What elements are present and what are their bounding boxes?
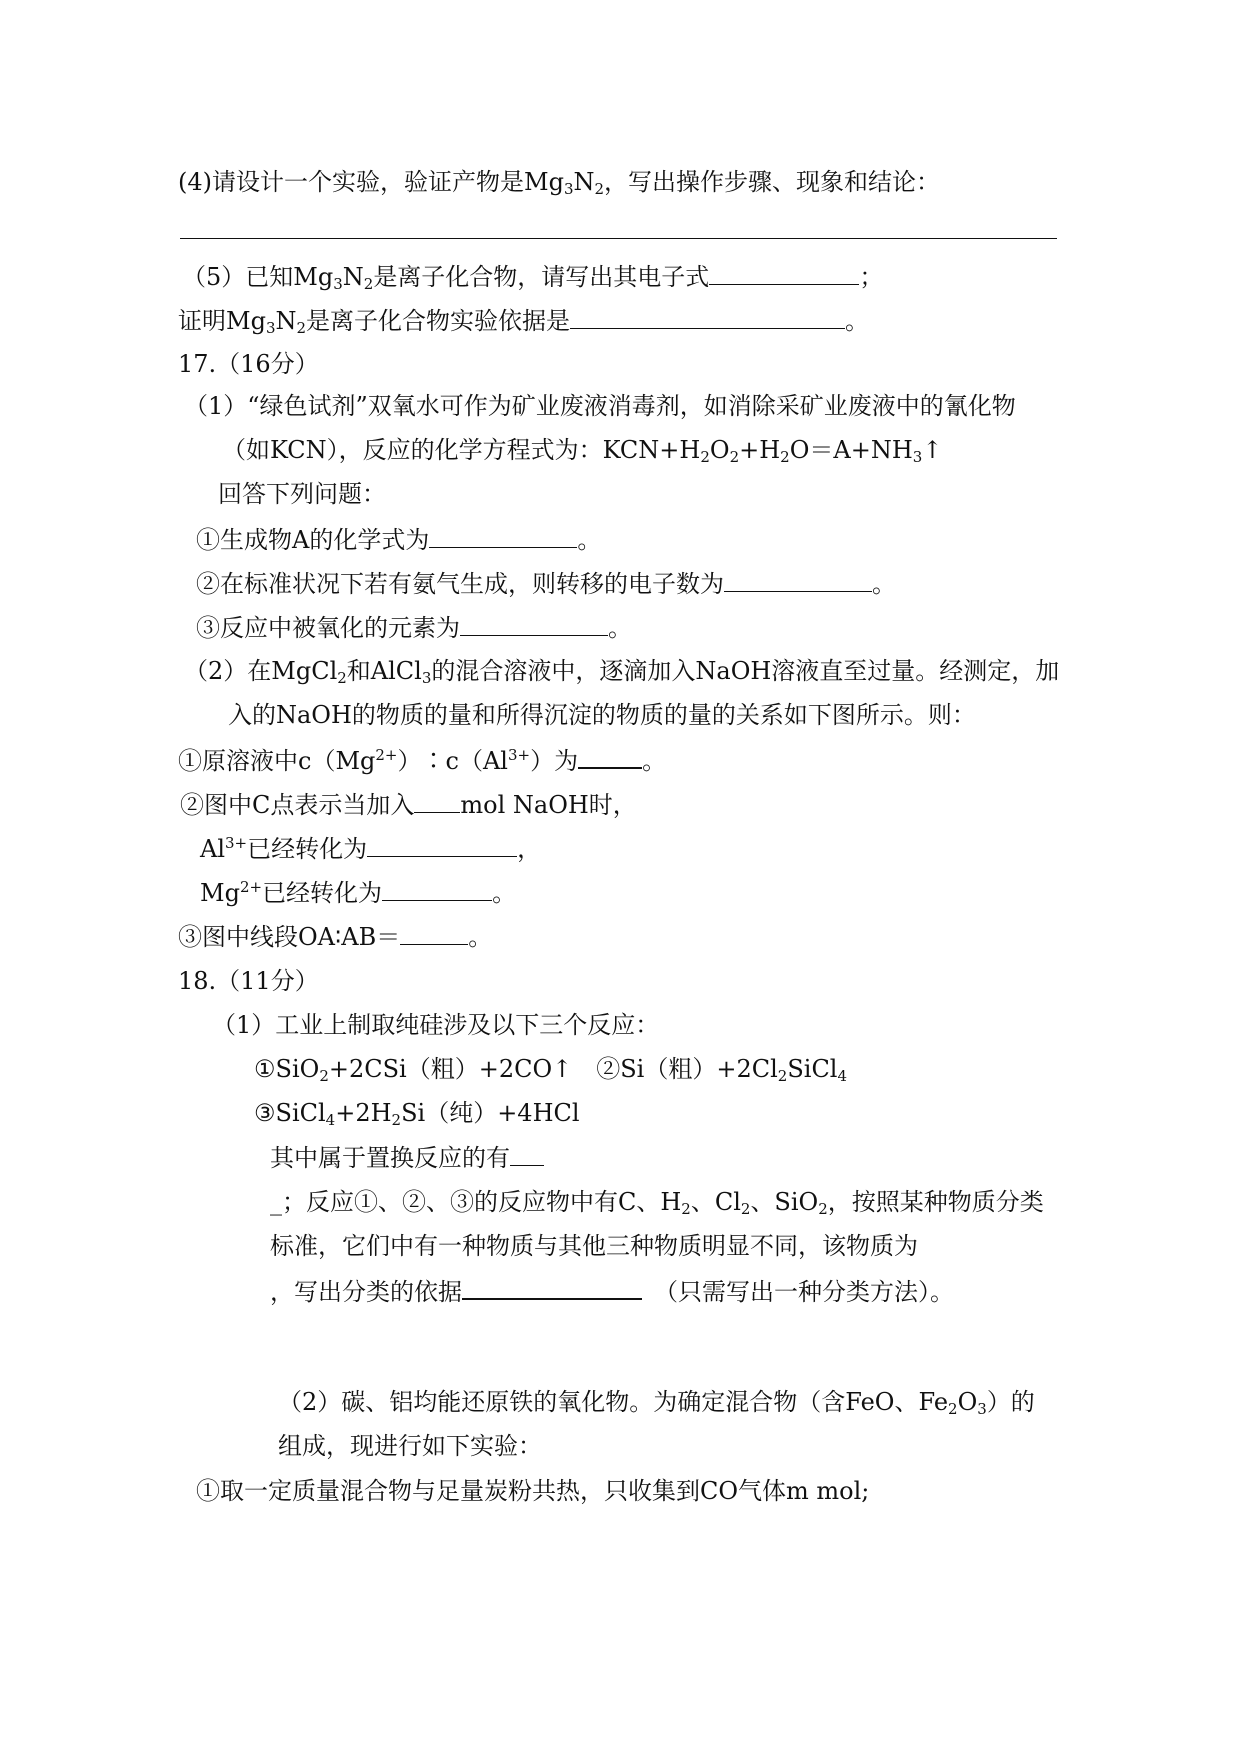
q17-header: 17.（16分） [178,350,319,378]
answer-blank[interactable] [414,788,460,813]
q18-header: 18.（11分） [178,967,319,995]
q18-p1-line6: 标准，它们中有一种物质与其他三种物质明显不同，该物质为 [270,1232,918,1260]
q17-p2-item3: ③图中线段OA∶AB＝ 。 [178,920,492,953]
answer-blank[interactable] [460,611,608,636]
q17-p1-equation: （如KCN），反应的化学方程式为：$KCN+H_2O_2+H_2O=A+NH_3↑$ [222,436,943,466]
q18-p2-line2: 组成，现进行如下实验： [278,1432,542,1460]
q18-p1-line4: 其中属于置换反应的有 [270,1141,544,1174]
answer-blank[interactable] [724,567,872,592]
q17-p2-line2: 入的NaOH的物质的量和所得沉淀的物质的量的关系如下图所示。则： [228,701,976,729]
q18-p1-reaction-3: $③SiCl_4+2H_2Si$（纯）+4HCl [254,1099,580,1129]
q16-part4: (4)请设计一个实验，验证产物是$Mg_3N_2$，写出操作步骤、现象和结论： [178,168,941,198]
q16-part5-evidence: 证明$Mg_3N_2$是离子化合物实验依据是 。 [178,304,869,337]
q17-p1-item1: ①生成物A的化学式为 。 [196,523,601,556]
answer-blank[interactable] [462,1274,642,1300]
q17-p2-item2-mg: $Mg^{2+}$已经转化为 。 [200,878,517,907]
q17-p2-item2: ②图中C点表示当加入 mol NaOH时， [180,788,637,821]
answer-blank[interactable] [382,876,492,901]
answer-rule-line[interactable] [180,238,1057,239]
answer-blank[interactable] [578,743,642,769]
q17-p1-instruction: 回答下列问题： [218,480,386,508]
q17-p2-line1: （2）在MgCl$_2$和AlCl$_3$的混合溶液中，逐滴加入NaOH溶液直至过量。经测定，加 [184,657,1060,687]
q17-p1-line1: （1）“绿色试剂”双氧水可作为矿业废液消毒剂，如消除采矿业废液中的氰化物 [184,392,1016,420]
q18-p1-line7: ，写出分类的依据 （只需写出一种分类方法）。 [270,1274,954,1308]
q17-p2-item1: ①原溶液中$c(Mg^{2+})∶c(Al^{3+})$为 。 [178,743,666,777]
answer-blank[interactable] [709,260,859,285]
answer-blank[interactable] [367,832,517,857]
q18-p2-item1: ①取一定质量混合物与足量炭粉共热，只收集到CO气体m mol; [196,1477,870,1505]
answer-blank[interactable] [400,920,468,945]
answer-blank[interactable] [570,304,845,329]
q17-p1-item2: ②在标准状况下若有氨气生成，则转移的电子数为 。 [196,567,896,600]
q16-part5: （5）已知$Mg_3N_2$是离子化合物，请写出其电子式 ； [182,260,883,293]
q17-p1-item3: ③反应中被氧化的元素为 。 [196,611,632,644]
answer-blank[interactable] [429,523,577,548]
q18-p1-line1: （1）工业上制取纯硅涉及以下三个反应： [212,1011,660,1039]
q18-p2-line1: （2）碳、铝均能还原铁的氧化物。为确定混合物（含FeO、$Fe_2O_3$）的 [278,1388,1035,1418]
answer-blank[interactable] [510,1141,544,1166]
q18-p1-reactions-1-2: ①SiO$_2$+2CSi（粗）+2CO↑ ②Si（粗）$+2Cl_2SiCl_4$ [254,1055,848,1085]
q17-p2-item2-al: $Al^{3+}$已经转化为 ， [200,834,542,863]
q18-p1-line5: _；反应①、②、③的反应物中有C、$H_2$、$Cl_2$、SiO$_2$，按照某种物质分类 [270,1188,1044,1218]
